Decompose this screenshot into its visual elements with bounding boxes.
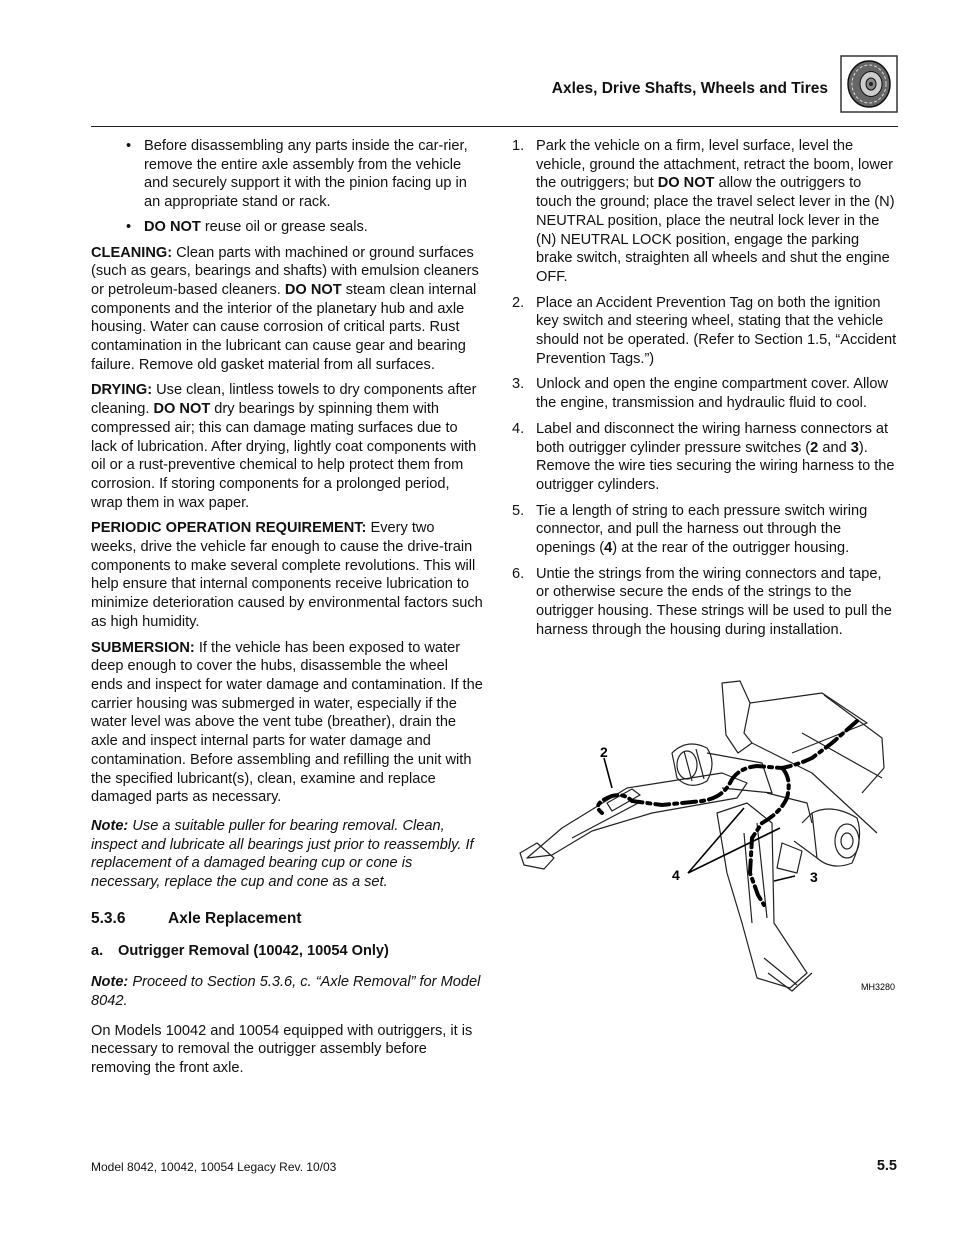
page-header-title: Axles, Drive Shafts, Wheels and Tires xyxy=(551,80,828,97)
header-divider xyxy=(91,126,898,127)
wiring-harness-route xyxy=(598,721,857,905)
submersion-paragraph: SUBMERSION: If the vehicle has been exposed to water deep enough to cover the hubs, disassemble the wheel ends and inspect for water damage and contamination. If the carrier housing was submerged in water, especially if the water level was above the vent tube (breather), drain the axle and inspect internal parts for water damage and contamination. Before assembling and refilling the unit with the specified lubricant(s), clean, examine and replace damaged parts as necessary. xyxy=(91,639,483,806)
step-item: 2. Place an Accident Prevention Tag on both the ignition key switch and steering wheel, stating that the vehicle should not be operated. (Refer to Section 1.5, “Accident Prevention Tags.”) xyxy=(512,294,897,367)
right-column xyxy=(512,137,898,647)
section-heading: 5.3.6 Axle Replacement xyxy=(91,909,302,927)
step-item: 1. Park the vehicle on a firm, level surface, level the vehicle, ground the attachment, retract the boom, lower the outriggers; but DO NOT allow the outriggers to touch the ground; place the travel select lever in the (N) NEUTRAL position, place the neutral lock lever in the (N) NEUTRAL LOCK position, engage the parking brake switch, straighten all wheels and shut the engine OFF. xyxy=(512,138,895,285)
drying-paragraph: DRYING: Use clean, lintless towels to dry components after cleaning. DO NOT dry bearings by spinning them with compressed air; this can damage mating surfaces due to lack of lubrication. After drying, lightly coat components with oil or a rust-preventive chemical to help protect them from corrosion. If storing components for a prolonged period, wrap them in wax paper. xyxy=(91,382,477,511)
note-bearing-removal: Note: Use a suitable puller for bearing removal. Clean, inspect and lubricate all bearings just prior to reassembly. If replacement of a damaged bearing cup or cone is necessary, replace the cup and cone as a set. xyxy=(91,817,474,891)
tire-icon xyxy=(840,55,898,113)
cleaning-paragraph: CLEANING: Clean parts with machined or ground surfaces (such as gears, bearings and shafts) with emulsion cleaners or petroleum-based cleaners. DO NOT steam clean internal components and the interior of the planetary hub and axle housing. Water can cause corrosion of critical parts. Rust contamination in the lubricant can cause gear and bearing failure. Remove old gasket material from all surfaces. xyxy=(91,244,479,373)
footer-model-info: Model 8042, 10042, 10054 Legacy Rev. 10/03 xyxy=(91,1160,337,1174)
left-column xyxy=(91,137,483,1085)
periodic-paragraph: PERIODIC OPERATION REQUIREMENT: Every two weeks, drive the vehicle far enough to cause the drive-train components to make several complete revolutions. This will help ensure that internal components receive lubrication to minimize deterioration caused by environmental factors such as high humidity. xyxy=(91,520,483,630)
figure-id: MH3280 xyxy=(861,982,896,992)
precaution-list xyxy=(91,137,483,237)
outrigger-intro-paragraph: On Models 10042 and 10054 equipped with outriggers, it is necessary to removal the outrigger assembly before removing the front axle. xyxy=(91,1022,473,1076)
list-item: • Before disassembling any parts inside the car-rier, remove the entire axle assembly from the vehicle and securely support it with the pinion facing up in an appropriate stand or rack. xyxy=(91,137,483,212)
callout-3: 3 xyxy=(810,869,818,885)
step-item: 3. Unlock and open the engine compartment cover. Allow the engine, transmission and hydraulic fluid to cool. xyxy=(512,376,889,412)
subsection-heading: a. Outrigger Removal (10042, 10054 Only) xyxy=(91,943,389,960)
outrigger-harness-figure xyxy=(512,673,898,995)
step-item: 4. Label and disconnect the wiring harness connectors at both outrigger cylinder pressure switches (2 and 3). Remove the wire ties securing the wiring harness to the outrigger cylinders. xyxy=(512,420,895,493)
outrigger-line-art xyxy=(520,681,884,991)
procedure-steps xyxy=(512,137,898,640)
callout-2: 2 xyxy=(600,744,608,760)
step-item: 5. Tie a length of string to each pressure switch wiring connector, and pull the harness out through the openings (4) at the rear of the outrigger housing. xyxy=(512,502,868,557)
page-number: 5.5 xyxy=(876,1158,897,1174)
note-axle-removal: Note: Proceed to Section 5.3.6, c. “Axle Removal” for Model 8042. xyxy=(91,974,481,1009)
step-item: 6. Untie the strings from the wiring connectors and tape, or otherwise secure the ends of the strings to the outrigger housing. These strings will be used to pull the harness through the housing during installation. xyxy=(512,565,892,638)
list-item: • DO NOT reuse oil or grease seals. xyxy=(91,218,483,237)
callout-4: 4 xyxy=(672,867,680,883)
